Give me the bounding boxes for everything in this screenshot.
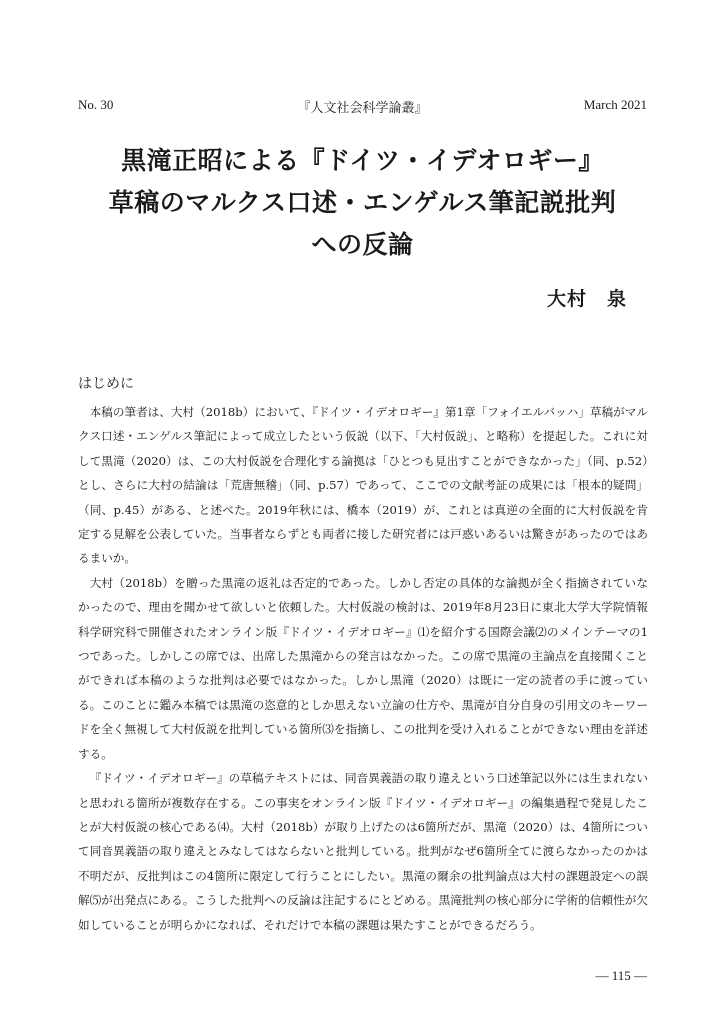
title-line-1: 黒滝正昭による『ドイツ・イデオロギー』: [121, 146, 604, 175]
title-line-3: への反論: [311, 230, 414, 259]
journal-name: 『人文社会科学論叢』: [297, 100, 428, 115]
paragraph-2: 大村（2018b）を贈った黒滝の返礼は否定的であった。しかし否定の具体的な論拠が全く指摘されていなかったので、理由を聞かせて欲しいと依頼した。大村仮説の検討は、2019年8月23日に東北大学大学院情報科学研究科で開催されたオンライン版『ドイツ・イデオロギー』⑴を紹介する国際会議⑵のメインテーマの1つであった。しかしこの席では、出席した黒滝からの発言はなかった。この席で黒滝の主論点を直接聞くことができれば本稿のような批判は必要ではなかった。しかし黒滝（2020）は既に一定の読者の手に渡っている。このことに鑑み本稿では黒滝の恣意的としか思えない立論の仕方や、黒滝が自分自身の引用文のキーワードを全く無視して大村仮説を批判している箇所⑶を指摘し、この批判を受け入れることができない理由を詳述する。: [78, 575, 648, 761]
page-number: — 115 —: [595, 968, 647, 983]
section-heading: はじめに: [78, 376, 134, 392]
paragraph-3: 『ドイツ・イデオロギー』の草稿テキストには、同音異義語の取り違えという口述筆記以外には生まれないと思われる箇所が複数存在する。この事実をオンライン版『ドイツ・イデオロギー』の編集過程で発見したことが大村仮説の核心である⑷。大村（2018b）が取り上げたのは6箇所だが、黒滝（2020）は、4箇所について同音異義語の取り違えとみなしてはならないと批判している。批判がなぜ6箇所全てに渡らなかったのかは不明だが、反批判はこの4箇所に限定して行うことにしたい。黒滝の爾余の批判論点は大村の課題設定への誤解⑸が出発点にある。こうした批判への反論は注記するにとどめる。黒滝批判の核心部分に学術的信頼性が欠如していることが明らかになれば、それだけで本稿の課題は果たすことができるだろう。: [78, 771, 648, 932]
issue-number: No. 30: [78, 97, 114, 112]
title-line-2: 草稿のマルクス口述・エンゲルス筆記説批判: [108, 188, 617, 217]
article-title: [60, 140, 665, 266]
author-name: 大村 泉: [546, 288, 627, 310]
body-text: [78, 400, 648, 937]
page-header: [78, 97, 647, 117]
publication-date: March 2021: [583, 97, 647, 112]
paragraph-1: 本稿の筆者は、大村（2018b）において、『ドイツ・イデオロギー』第1章「フォイエルバッハ」草稿がマルクス口述・エンゲルス筆記によって成立したという仮説（以下、「大村仮説」、と略称）を提起した。これに対して黒滝（2020）は、この大村仮説を合理化する論拠は「ひとつも見出すことができなかった」（同、p.52）とし、さらに大村の結論は「荒唐無稽」（同、p.57）であって、ここでの文献考証の成果には「根本的疑問」（同、p.45）がある、と述べた。2019年秋には、橋本（2019）が、これとは真逆の全面的に大村仮説を肯定する見解を公表していた。当事者ならずとも両者に接した研究者には戸惑いあるいは驚きがあったのではあるまいか。: [78, 405, 648, 566]
